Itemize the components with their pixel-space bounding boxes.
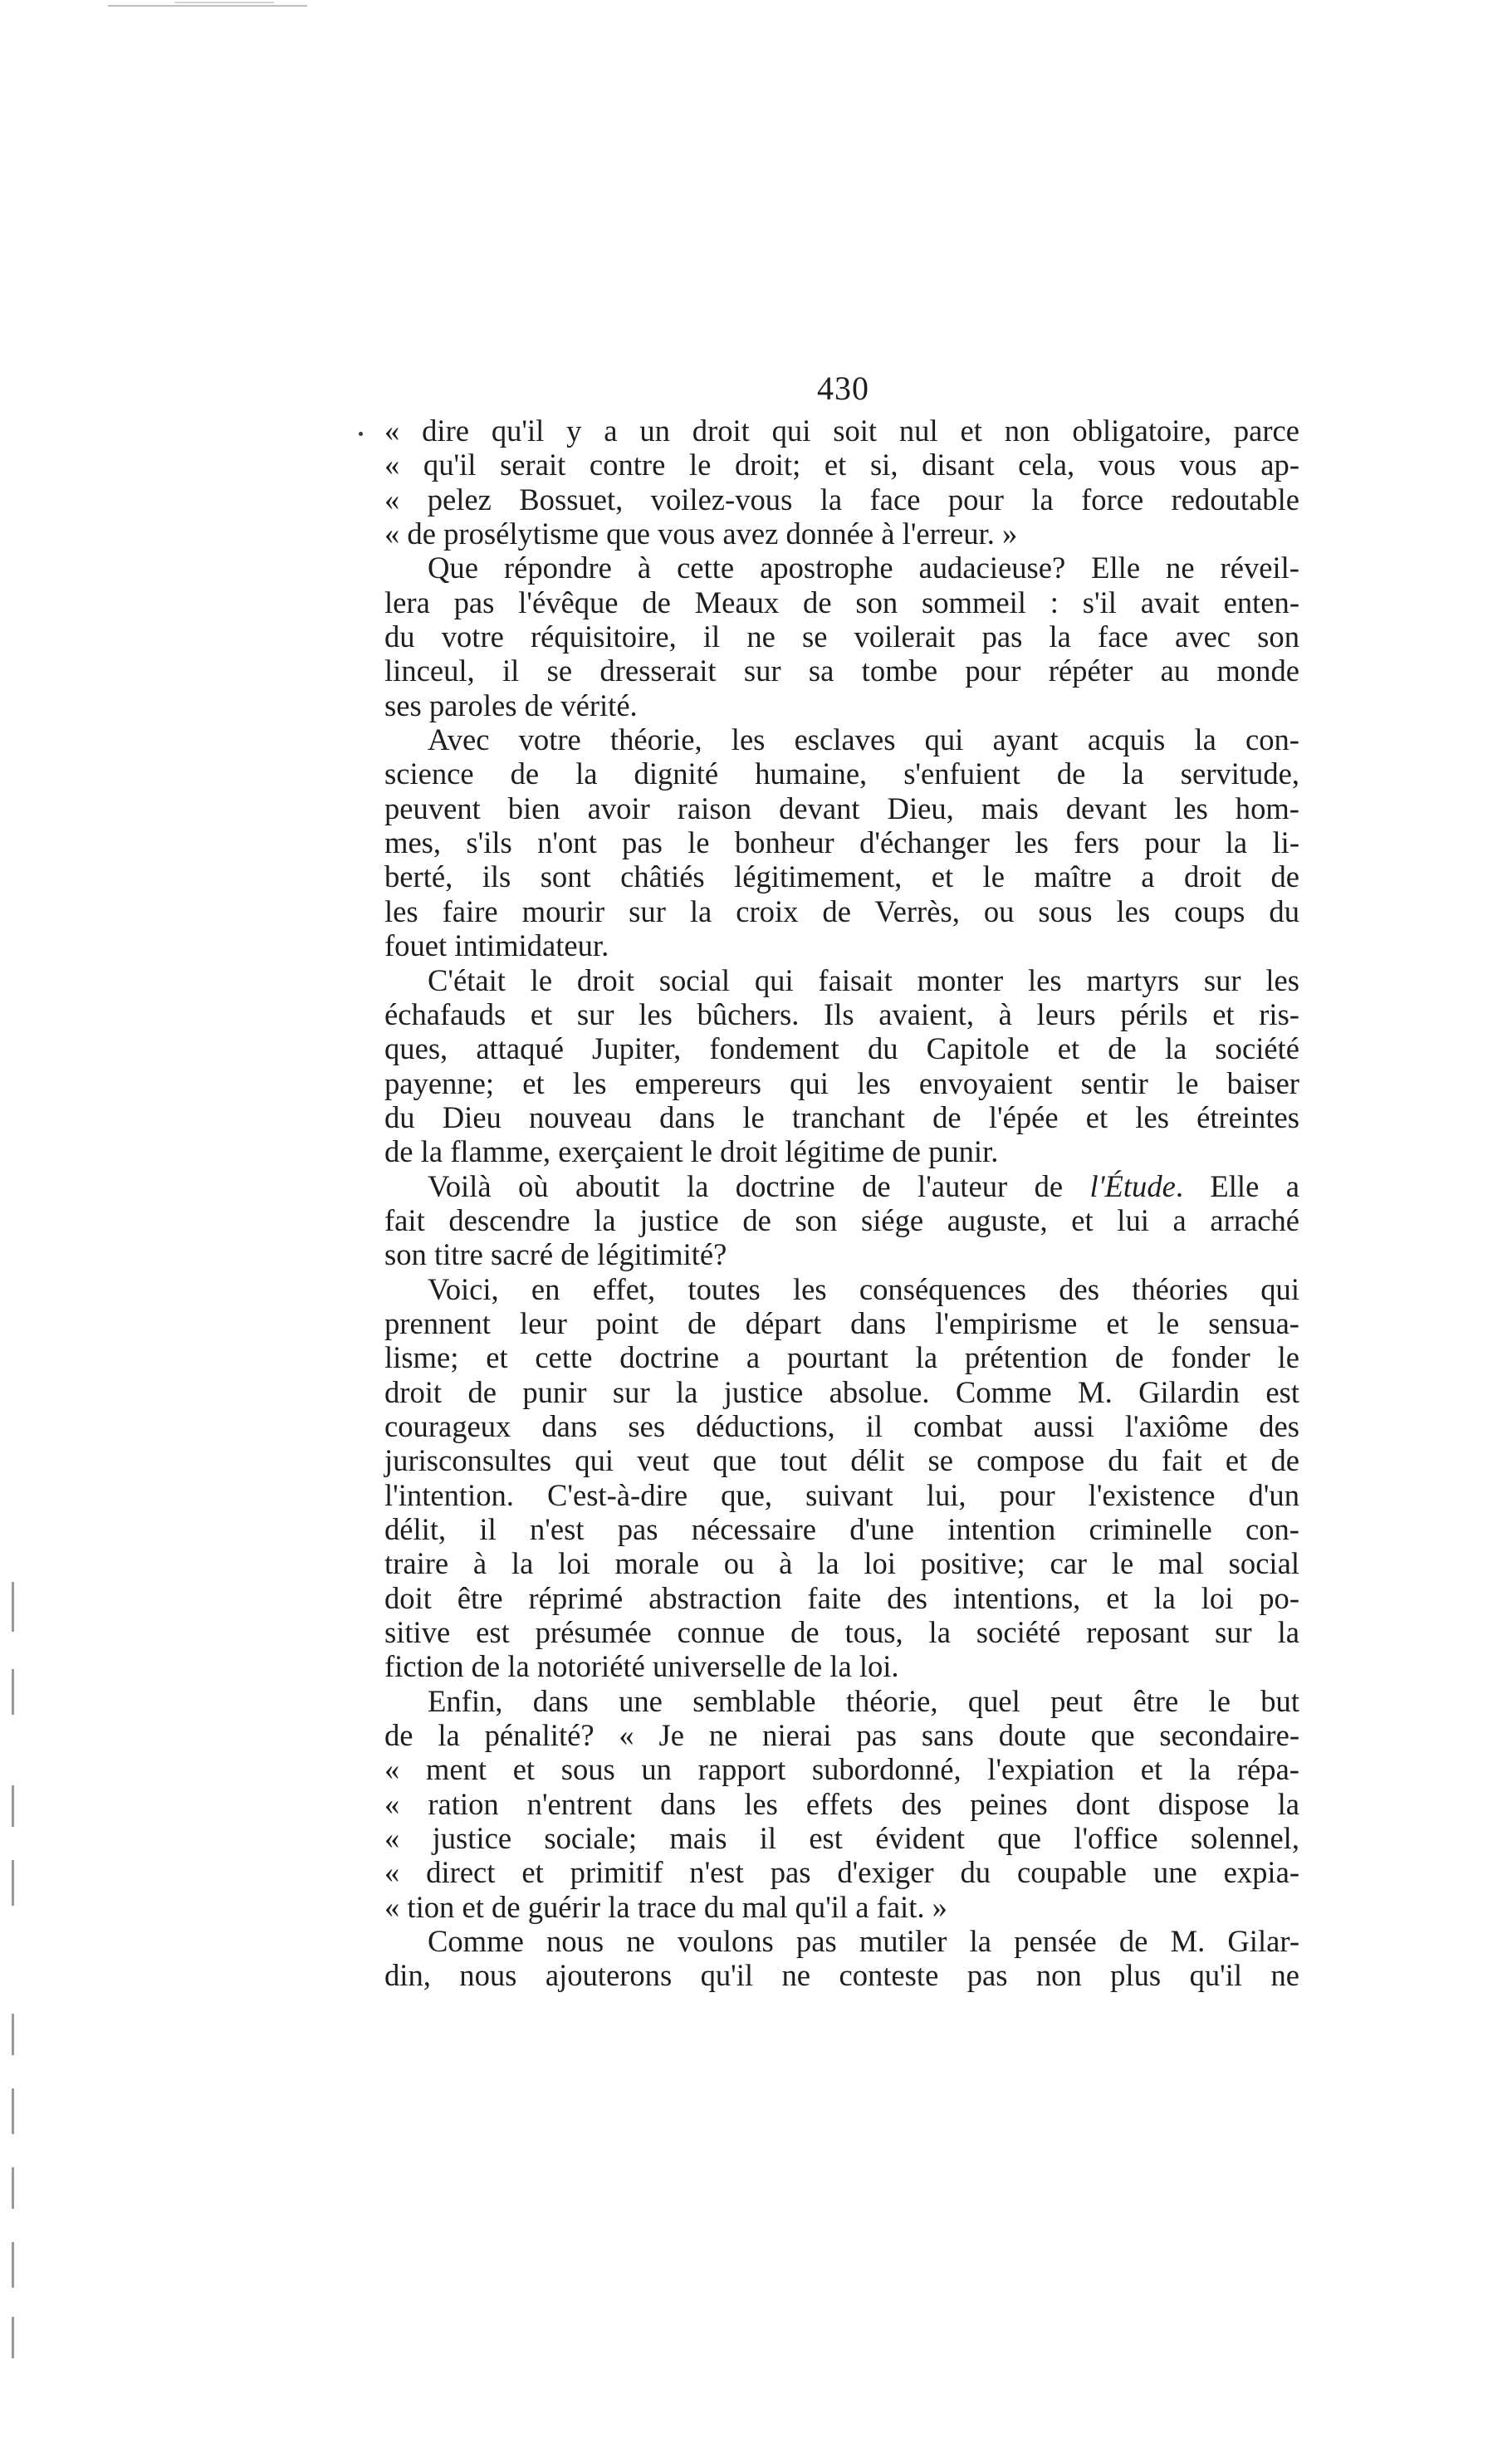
text-line: échafauds et sur les bûchers. Ils avaient, à leurs périls et ris- xyxy=(384,996,1299,1031)
text-line: droit de punir sur la justice absolue. Comme M. Gilardin est xyxy=(384,1374,1299,1409)
text-line: l'intention. C'est-à-dire que, suivant lui, pour l'existence d'un xyxy=(384,1477,1299,1512)
scan-artifact xyxy=(108,5,307,7)
text-line: jurisconsultes qui veut que tout délit se compose du fait et de xyxy=(384,1443,1299,1478)
text-line: de la pénalité? « Je ne nierai pas sans doute que secondaire- xyxy=(384,1718,1299,1753)
text-line: « dire qu'il y a un droit qui soit nul et non obligatoire, parce xyxy=(384,414,1299,448)
body-text xyxy=(384,414,1299,1993)
text-line: linceul, il se dresserait sur sa tombe pour répéter au monde xyxy=(384,654,1299,688)
scan-edge-mark xyxy=(12,1860,14,1906)
text-line: les faire mourir sur la croix de Verrès, ou sous les coups du xyxy=(384,894,1299,928)
text-line: peuvent bien avoir raison devant Dieu, mais devant les hom- xyxy=(384,791,1299,825)
margin-dot xyxy=(359,432,363,436)
scan-artifact xyxy=(174,2,274,3)
text-line: Voilà où aboutit la doctrine de l'auteur de l'Étude. Elle a xyxy=(428,1168,1299,1203)
text-line: « tion et de guérir la trace du mal qu'il a fait. » xyxy=(384,1889,947,1924)
text-line: Avec votre théorie, les esclaves qui ayant acquis la con- xyxy=(428,722,1299,757)
text-line: de la flamme, exerçaient le droit légitime de punir. xyxy=(384,1134,999,1169)
text-line: fait descendre la justice de son siége auguste, et lui a arraché xyxy=(384,1202,1299,1237)
text-line: sitive est présumée connue de tous, la société reposant sur la xyxy=(384,1615,1299,1650)
text-line: « direct et primitif n'est pas d'exiger du coupable une expia- xyxy=(384,1855,1299,1890)
text-line: prennent leur point de départ dans l'empirisme et le sensua- xyxy=(384,1305,1299,1340)
text-line: « ration n'entrent dans les effets des peines dont dispose la xyxy=(384,1786,1299,1821)
text-line: ques, attaqué Jupiter, fondement du Capitole et de la société xyxy=(384,1031,1299,1066)
text-line: Que répondre à cette apostrophe audacieuse? Elle ne réveil- xyxy=(428,551,1299,585)
scan-edge-mark xyxy=(12,2242,14,2288)
text-line: C'était le droit social qui faisait monter les martyrs sur les xyxy=(428,962,1299,997)
text-line: « ment et sous un rapport subordonné, l'expiation et la répa- xyxy=(384,1752,1299,1787)
text-line: ses paroles de vérité. xyxy=(384,688,638,722)
text-line: Voici, en effet, toutes les conséquences des théories qui xyxy=(428,1271,1299,1306)
text-line: mes, s'ils n'ont pas le bonheur d'échanger les fers pour la li- xyxy=(384,825,1299,860)
page-number: 430 xyxy=(817,370,869,407)
book-title-italic: l'Étude xyxy=(1089,1168,1176,1203)
text-line: « justice sociale; mais il est évident que l'office solennel, xyxy=(384,1821,1299,1856)
text-line: du votre réquisitoire, il ne se voilerait pas la face avec son xyxy=(384,619,1299,654)
text-line: délit, il n'est pas nécessaire d'une intention criminelle con- xyxy=(384,1512,1299,1546)
text-line: « pelez Bossuet, voilez-vous la face pour la force redoutable xyxy=(384,482,1299,517)
scan-edge-mark xyxy=(12,1582,14,1632)
text-line: son titre sacré de légitimité? xyxy=(384,1237,727,1272)
scan-edge-mark xyxy=(12,1785,14,1827)
text-line: lisme; et cette doctrine a pourtant la prétention de fonder le xyxy=(384,1340,1299,1375)
text-line: Comme nous ne voulons pas mutiler la pensée de M. Gilar- xyxy=(428,1924,1299,1959)
text-line: « de prosélytisme que vous avez donnée à l'erreur. » xyxy=(384,517,1018,551)
text-line: courageux dans ses déductions, il combat aussi l'axiôme des xyxy=(384,1408,1299,1443)
text-line: fouet intimidateur. xyxy=(384,928,609,963)
scan-edge-mark xyxy=(12,2088,14,2134)
text-line: lera pas l'évêque de Meaux de son sommeil : s'il avait enten- xyxy=(384,585,1299,619)
text-line: fiction de la notoriété universelle de la loi. xyxy=(384,1649,899,1684)
scan-edge-mark xyxy=(12,2167,14,2209)
text-line: « qu'il serait contre le droit; et si, disant cela, vous vous ap- xyxy=(384,448,1299,482)
text-line: berté, ils sont châtiés légitimement, et le maître a droit de xyxy=(384,859,1299,894)
text-line: din, nous ajouterons qu'il ne conteste pas non plus qu'il ne xyxy=(384,1958,1299,1993)
text-line: science de la dignité humaine, s'enfuient de la servitude, xyxy=(384,756,1299,791)
text-line: doit être réprimé abstraction faite des intentions, et la loi po- xyxy=(384,1580,1299,1615)
scan-edge-mark xyxy=(12,2317,14,2358)
scan-edge-mark xyxy=(12,1669,14,1715)
text-line: Enfin, dans une semblable théorie, quel peut être le but xyxy=(428,1683,1299,1718)
scan-edge-mark xyxy=(12,2014,14,2055)
text-line: du Dieu nouveau dans le tranchant de l'épée et les étreintes xyxy=(384,1099,1299,1134)
text-line: payenne; et les empereurs qui les envoyaient sentir le baiser xyxy=(384,1065,1299,1100)
text-line: traire à la loi morale ou à la loi positive; car le mal social xyxy=(384,1546,1299,1581)
